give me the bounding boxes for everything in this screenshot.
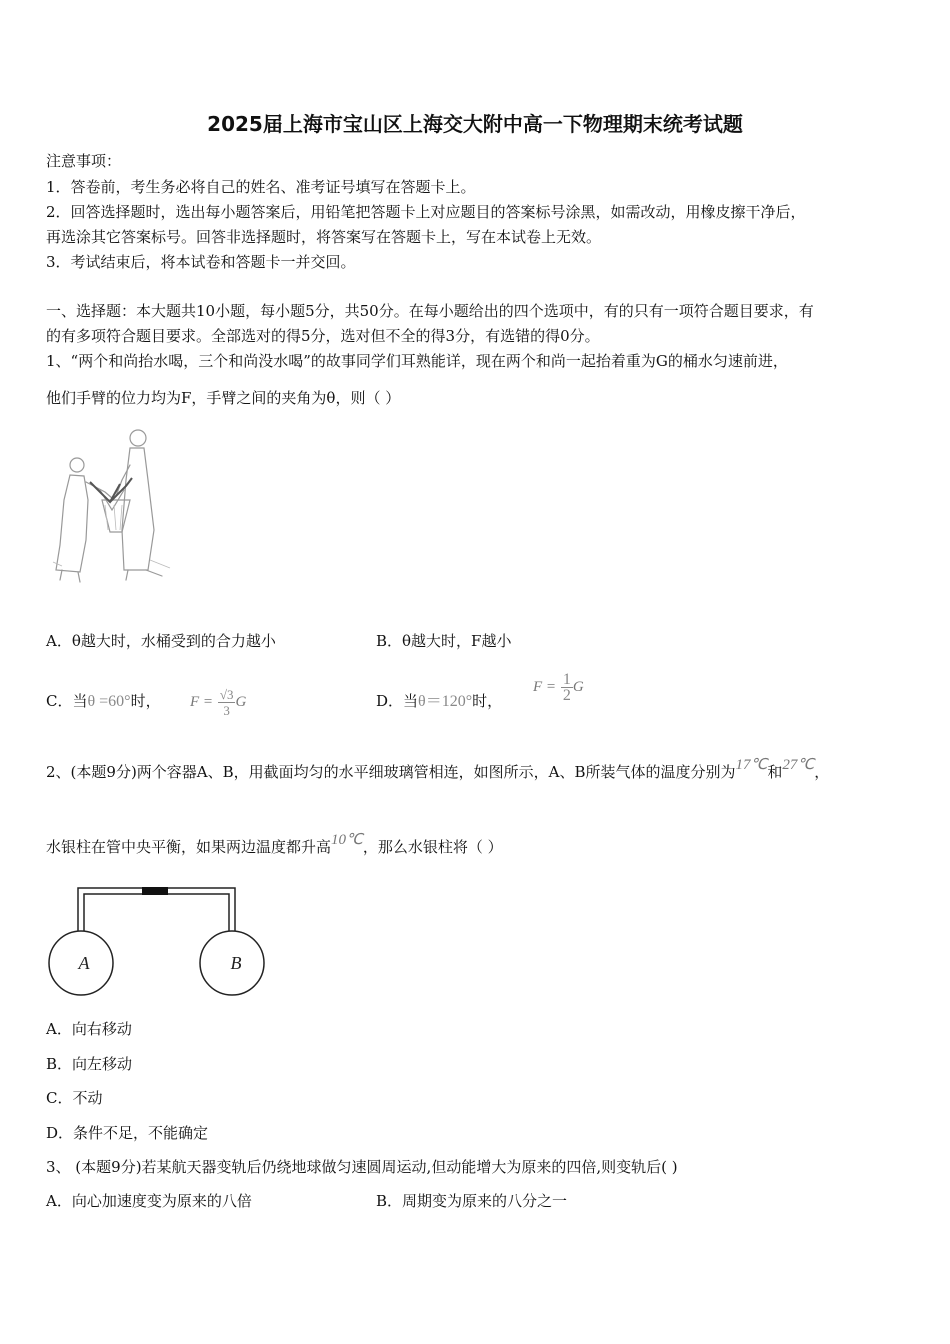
container-b-label: B: [230, 953, 242, 973]
q2-stem-line1-text: 2、(本题9分)两个容器A、B，用截面均匀的水平细玻璃管相连，如图所示，A、B所装气体的温度分别为: [46, 763, 736, 781]
q1-option-c-f: F =: [190, 694, 214, 710]
q1-option-a: A．θ越大时，水桶受到的合力越小: [46, 632, 276, 650]
q2-stem-line2-end: ，那么水银柱将（ ）: [362, 838, 503, 856]
monks-illustration: [50, 420, 190, 595]
q1-option-d-fraction: [561, 672, 573, 703]
q2-comma: ，: [814, 763, 830, 781]
q2-and: 和: [767, 763, 783, 781]
notice-item-1: 1．答卷前，考生务必将自己的姓名、准考证号填写在答题卡上。: [46, 178, 476, 196]
q2-stem-line2: [46, 832, 503, 858]
q1-option-d-g: G: [572, 679, 584, 695]
q1-option-d-theta: θ＝120°: [418, 693, 473, 710]
q2-temp-b: 27℃: [782, 757, 815, 773]
q3-stem: 3、 (本题9分)若某航天器变轨后仍绕地球做匀速圆周运动,但动能增大为原来的四倍,则变轨后( ): [46, 1158, 678, 1176]
q1-option-c-denominator: 3: [223, 702, 230, 718]
container-a-label: A: [78, 953, 90, 973]
q1-option-d-formula: [533, 655, 584, 717]
mercury-column: [142, 887, 168, 895]
q1-option-d-f: F =: [533, 679, 557, 695]
q2-option-c: C．不动: [46, 1089, 103, 1107]
notice-item-2: 2．回答选择题时，选出每小题答案后，用铅笔把答题卡上对应题目的答案标号涂黑，如需改动，用橡皮擦干净后，: [46, 203, 806, 221]
q2-option-d: D．条件不足，不能确定: [46, 1124, 209, 1142]
q2-stem-line2-text: 水银柱在管中央平衡，如果两边温度都升高: [46, 838, 332, 856]
section-instructions-2: 的有多项符合题目要求。全部选对的得5分，选对但不全的得3分，有选错的得0分。: [46, 327, 600, 345]
q1-option-d-prefix: D．当: [376, 692, 419, 710]
q1-option-c-theta: θ =60°: [87, 693, 131, 710]
q1-option-c: [46, 691, 161, 712]
q1-option-c-prefix: C．当: [46, 692, 88, 710]
notice-item-2-cont: 再选涂其它答案标号。回答非选择题时，将答案写在答题卡上，写在本试卷上无效。: [46, 228, 602, 246]
q1-stem-line1: 1、“两个和尚抬水喝，三个和尚没水喝”的故事同学们耳熟能详，现在两个和尚一起抬着重为G的桶水匀速前进，: [46, 352, 788, 370]
q1-option-c-formula: [190, 670, 246, 732]
q1-stem-line2: 他们手臂的位力均为F，手臂之间的夹角为θ，则（ ）: [46, 389, 401, 407]
q1-option-c-suffix: 时，: [130, 692, 161, 710]
q3-option-b: B．周期变为原来的八分之一: [376, 1192, 568, 1210]
q1-option-d-denominator: 2: [562, 686, 571, 704]
q1-option-c-g: G: [235, 694, 247, 710]
q1-option-d-numerator: 1: [562, 670, 571, 688]
q2-temp-rise: 10℃: [331, 832, 363, 848]
containers-diagram: [44, 882, 269, 1002]
q3-option-a: A．向心加速度变为原来的八倍: [46, 1192, 252, 1210]
q1-option-d-suffix: 时，: [472, 692, 503, 710]
q1-option-d: [376, 691, 502, 712]
section-instructions-1: 一、选择题：本大题共10小题，每小题5分，共50分。在每小题给出的四个选项中，有的只有一项符合题目要求，有: [46, 302, 814, 320]
notice-heading: 注意事项：: [46, 152, 122, 170]
q1-option-c-fraction: [218, 687, 236, 718]
q2-temp-a: 17℃: [735, 757, 768, 773]
q2-option-b: B．向左移动: [46, 1055, 133, 1073]
q2-option-a: A．向右移动: [46, 1020, 132, 1038]
q1-option-b: B．θ越大时，F越小: [376, 632, 512, 650]
q2-stem-line1: [46, 757, 830, 783]
q1-option-c-numerator: √3: [219, 686, 234, 702]
notice-item-3: 3．考试结束后，将本试卷和答题卡一并交回。: [46, 253, 356, 271]
page-title: 2025届上海市宝山区上海交大附中高一下物理期末统考试题: [207, 112, 743, 136]
